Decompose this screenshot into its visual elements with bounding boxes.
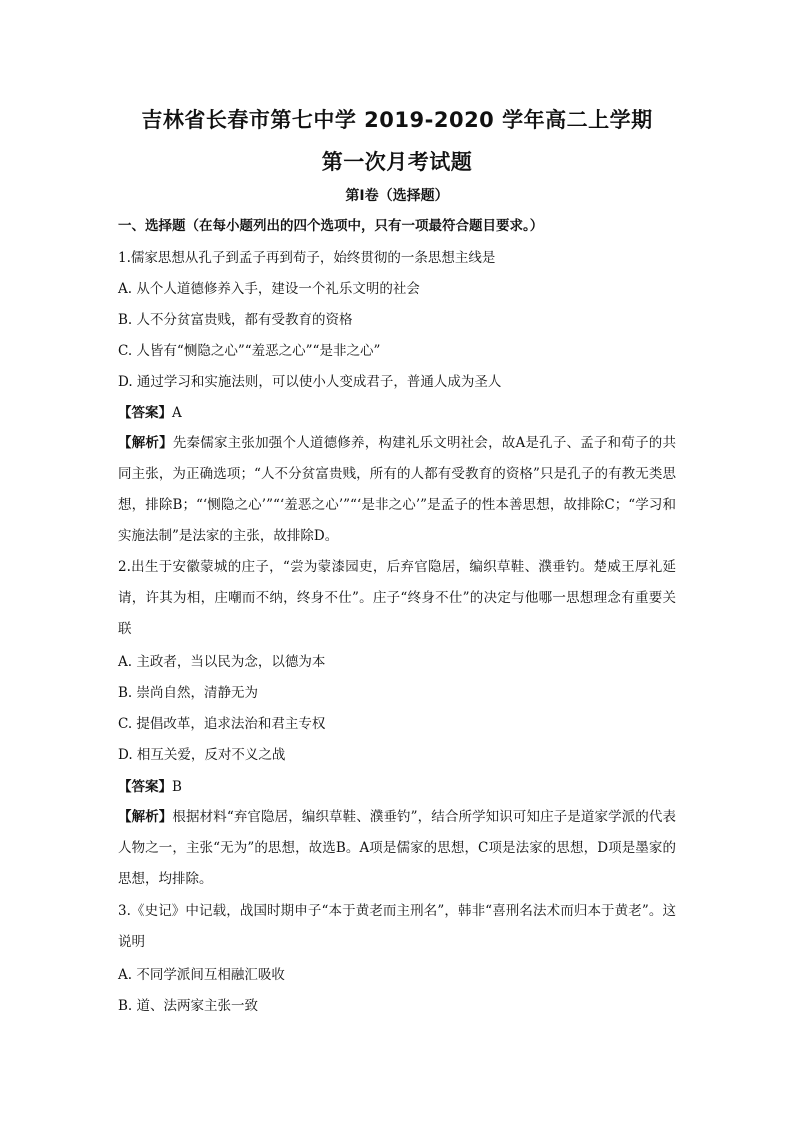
analysis-tag: 【解析】 [118,435,173,451]
answer-tag: 【答案】 [118,779,172,795]
question-1-option-c: C. 人皆有“恻隐之心”“羞恶之心”“是非之心” [118,343,381,359]
question-1-stem: 1.儒家思想从孔子到孟子再到荀子，始终贯彻的一条思想主线是 [118,250,496,266]
answer-value: A [172,405,182,421]
question-1-answer [118,403,678,423]
analysis-tag: 【解析】 [118,809,173,825]
question-2-option-c: C. 提倡改革，追求法治和君主专权 [118,716,326,732]
question-2-option-a: A. 主政者，当以民为念，以德为本 [118,654,326,670]
analysis-text: 根据材料“弃官隐居，编织草鞋、濮垂钓”，结合所学知识可知庄子是道家学派的代表人物之一，主张“无为”的思想，故选B。A项是儒家的思想，C项是法家的思想，D项是墨家的思想，均排除。 [118,809,677,887]
question-1-option-d: D. 通过学习和实施法则，可以使小人变成君子，普通人成为圣人 [118,374,502,390]
question-1-option-b: B. 人不分贫富贵贱，都有受教育的资格 [118,312,353,328]
document-title-line2: 第一次月考试题 [321,150,473,174]
question-2-option-b: B. 崇尚自然，清静无为 [118,685,259,701]
section-heading: 一、选择题（在每小题列出的四个选项中，只有一项最符合题目要求。） [118,218,544,234]
answer-tag: 【答案】 [118,405,172,421]
question-1-option-a: A. 从个人道德修养入手，建设一个礼乐文明的社会 [118,281,420,297]
question-3-option-b: B. 道、法两家主张一致 [118,998,259,1014]
question-2-option-d: D. 相互关爱，反对不义之战 [118,747,286,763]
question-3-option-a: A. 不同学派间互相融汇吸收 [118,967,285,983]
answer-value: B [172,779,182,795]
question-3-stem: 3.《史记》中记载，战国时期申子“本于黄老而主刑名”，韩非“喜刑名法术而归本于黄老”。这说明 [118,903,676,950]
document-title-line1: 吉林省长春市第七中学 2019-2020 学年高二上学期 [141,108,653,132]
question-2-stem: 2.出生于安徽蒙城的庄子，“尝为蒙漆园吏，后弃官隐居，编织草鞋、濮垂钓。楚威王厚礼延请，许其为相，庄嘲而不纳，终身不仕”。庄子“终身不仕”的决定与他哪一思想理念有重要关联 [118,559,676,637]
question-2-analysis [118,802,676,895]
analysis-text: 先秦儒家主张加强个人道德修养，构建礼乐文明社会，故A是孔子、孟子和荀子的共同主张，为正确选项；“人不分贫富贵贱，所有的人都有受教育的资格”只是孔子的有教无类思想，排除B；“‘恻隐之心’”“‘羞恶之心’”“‘是非之心’”是孟子的性本善思想，故排除C；“学习和实施法制”是法家的主张，故排除D。 [118,435,677,544]
question-2-answer [118,777,678,797]
question-1-analysis [118,428,676,552]
volume-label: 第Ⅰ卷（选择题） [345,188,449,204]
